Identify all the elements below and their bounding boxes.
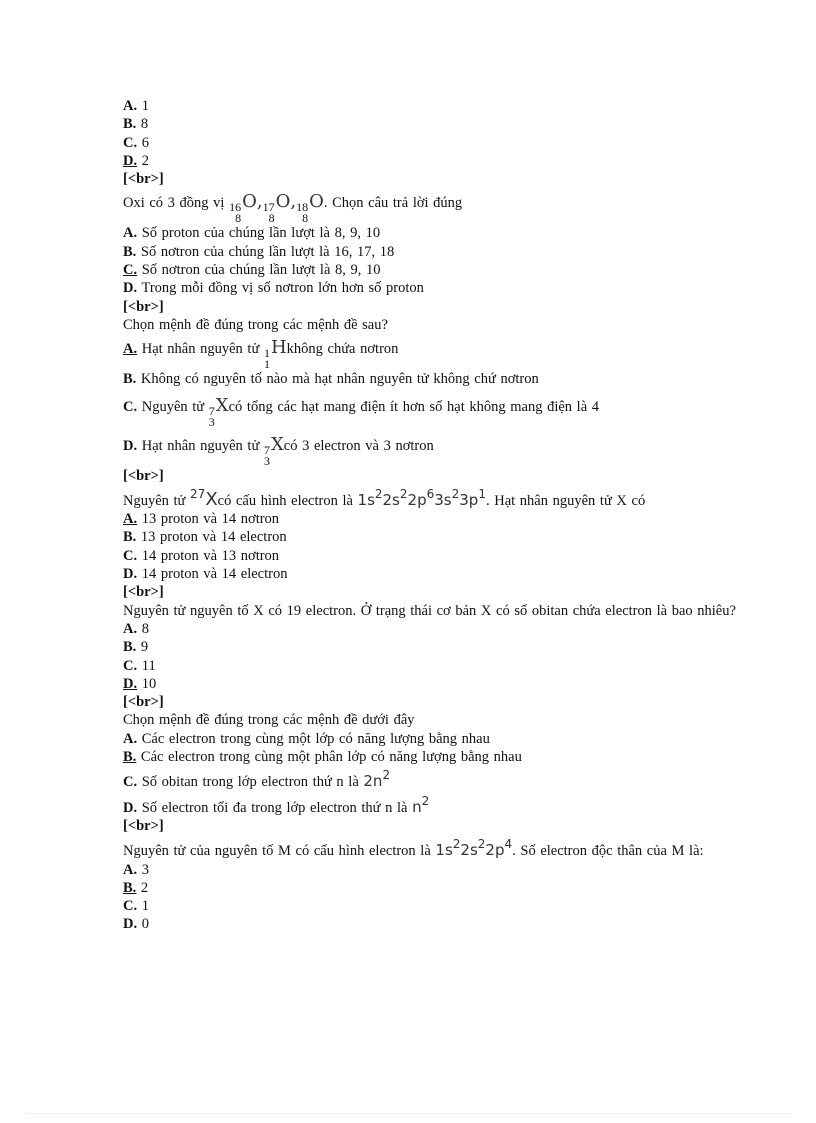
question-6	[123, 835, 763, 933]
formula-2n-squared	[363, 768, 391, 791]
element-symbol: X	[215, 394, 229, 416]
stem-text: Nguyên tử của nguyên tố M có cấu hình electron là	[123, 843, 436, 860]
isotope-x7	[208, 394, 229, 429]
question-stem	[123, 485, 763, 510]
question-0-options	[123, 97, 763, 170]
option-text: 1	[137, 898, 149, 915]
option-label: C.	[123, 398, 138, 415]
option-text: 14 proton và 13 nơtron	[137, 547, 280, 564]
option-text: 10	[137, 675, 157, 692]
option-text: Hạt nhân nguyên tử	[137, 341, 264, 358]
option-label: A.	[123, 225, 138, 242]
option-text: 3	[137, 861, 149, 878]
option-label: D.	[123, 437, 138, 454]
element-symbol: O	[242, 191, 257, 213]
option-label: C.	[123, 547, 138, 564]
option-text: 2	[136, 879, 149, 896]
option-c	[123, 134, 763, 152]
option-text: Trong mỗi đồng vị số nơtron lớn hơn số proton	[137, 280, 424, 297]
option-text: 6	[137, 134, 149, 151]
question-1	[123, 193, 763, 297]
correct-option-label: B.	[123, 749, 137, 766]
question-separator: [<br>]	[123, 584, 164, 601]
option-label: D.	[123, 916, 138, 933]
orbital-electron-count: 2	[452, 837, 461, 852]
orbital-label: 2s	[382, 490, 400, 509]
question-2	[123, 316, 763, 467]
question-stem: Nguyên tử nguyên tố X có 19 electron. Ở trạng thái cơ bản X có số obitan chứa electron là bao nhiêu?	[123, 602, 736, 619]
option-c	[123, 547, 763, 565]
element-symbol: X	[205, 488, 218, 510]
formula-exponent: 2	[382, 768, 391, 783]
electron-configuration	[435, 837, 513, 860]
mass-number: 7	[263, 442, 270, 457]
question-stem: Chọn mệnh đề đúng trong các mệnh đề dưới đây	[123, 712, 415, 729]
element-symbol: O	[309, 191, 324, 213]
orbital-label: 3p	[459, 490, 479, 509]
option-c-correct	[123, 261, 763, 279]
option-b	[123, 370, 763, 388]
atomic-number: 3	[263, 453, 270, 468]
mass-number: 16	[229, 200, 242, 215]
option-label: B.	[123, 529, 137, 546]
option-a	[123, 224, 763, 242]
question-separator: [<br>]	[123, 817, 164, 834]
option-d	[123, 915, 763, 933]
orbital-label: 2p	[485, 841, 505, 860]
stem-text: . Số electron độc thân của M là:	[512, 843, 704, 860]
isotope-x7	[263, 433, 284, 468]
question-4	[123, 602, 763, 693]
option-label: C.	[123, 898, 138, 915]
option-d	[123, 792, 763, 817]
question-separator: [<br>]	[123, 171, 164, 188]
option-label: B.	[123, 243, 137, 260]
option-b	[123, 638, 763, 656]
option-c	[123, 766, 763, 791]
orbital-electron-count: 2	[451, 486, 460, 501]
option-text: Các electron trong cùng một phân lớp có năng lượng bằng nhau	[136, 749, 522, 766]
atomic-number: 8	[268, 211, 275, 226]
isotope-o16	[229, 193, 257, 224]
orbital-label: 2p	[407, 490, 427, 509]
option-text: 13 proton và 14 nơtron	[137, 511, 280, 528]
mass-number: 17	[262, 200, 275, 215]
correct-option-label: B.	[123, 879, 137, 896]
orbital-electron-count: 6	[426, 486, 435, 501]
option-text: Số electron tối đa trong lớp electron thứ n là	[137, 799, 413, 816]
isotope-x27	[190, 486, 218, 510]
orbital-electron-count: 4	[504, 837, 513, 852]
option-c	[123, 657, 763, 675]
atomic-number: 8	[235, 211, 242, 226]
option-label: A.	[123, 861, 138, 878]
orbital-electron-count: 1	[478, 486, 486, 501]
orbital-label: 2s	[460, 841, 478, 860]
option-text: Hạt nhân nguyên tử	[137, 437, 264, 454]
question-3	[123, 485, 763, 583]
option-text: 11	[137, 657, 156, 674]
option-d-correct	[123, 152, 763, 170]
option-text: 0	[137, 916, 149, 933]
option-text: Số obitan trong lớp electron thứ n là	[137, 774, 364, 791]
option-text: Số nơtron của chúng lần lượt là 8, 9, 10	[137, 262, 381, 279]
option-a	[123, 730, 763, 748]
option-a-correct	[123, 510, 763, 528]
option-c	[123, 394, 763, 429]
question-stem: Chọn mệnh đề đúng trong các mệnh đề sau?	[123, 316, 388, 333]
option-label: D.	[123, 566, 138, 583]
option-label: A.	[123, 620, 138, 637]
correct-option-label: A.	[123, 341, 138, 358]
formula-base: 2n	[363, 772, 383, 791]
stem-text: . Chọn câu trả lời đúng	[323, 195, 463, 212]
option-label: C.	[123, 774, 138, 791]
page-bottom-divider	[25, 1113, 791, 1114]
question-separator: [<br>]	[123, 694, 164, 711]
stem-text: có cấu hình electron là	[217, 492, 358, 509]
mass-number: 7	[208, 403, 215, 418]
question-separator: [<br>]	[123, 467, 164, 484]
electron-configuration	[357, 486, 486, 509]
option-b-correct	[123, 748, 763, 766]
option-b-correct	[123, 879, 763, 897]
correct-option-label: C.	[123, 262, 138, 279]
orbital-electron-count: 2	[374, 486, 383, 501]
option-label: B.	[123, 116, 137, 133]
option-text: có 3 electron và 3 nơtron	[283, 437, 434, 454]
option-label: C.	[123, 134, 138, 151]
question-content	[123, 97, 763, 934]
question-separator: [<br>]	[123, 298, 164, 315]
isotope-comma: ,	[256, 191, 263, 213]
option-text: Số nơtron của chúng lần lượt là 16, 17, 18	[136, 243, 395, 260]
atomic-number: 8	[302, 211, 309, 226]
element-symbol: X	[270, 433, 284, 455]
correct-option-label: A.	[123, 511, 138, 528]
option-text: 9	[136, 639, 149, 656]
correct-option-label: D.	[123, 152, 138, 169]
option-a	[123, 97, 763, 115]
formula-exponent: 2	[421, 793, 430, 808]
option-text: Số proton của chúng lần lượt là 8, 9, 10	[137, 225, 381, 242]
option-c	[123, 897, 763, 915]
orbital-label: 1s	[435, 841, 453, 860]
question-stem	[123, 193, 763, 224]
atomic-number: 1	[263, 357, 270, 372]
option-d	[123, 565, 763, 583]
stem-text: Nguyên tử	[123, 492, 191, 509]
option-b	[123, 115, 763, 133]
mass-number: 27	[190, 486, 206, 501]
option-b	[123, 243, 763, 261]
option-text: 14 proton và 14 electron	[137, 566, 288, 583]
isotope-o18	[296, 193, 324, 224]
option-text: Nguyên tử	[137, 398, 209, 415]
option-a	[123, 861, 763, 879]
option-text: 8	[137, 620, 149, 637]
option-label: A.	[123, 730, 138, 747]
option-text: 1	[137, 98, 149, 114]
option-text: 2	[137, 152, 149, 169]
mass-number: 1	[263, 346, 270, 361]
orbital-label: 1s	[357, 490, 375, 509]
option-a	[123, 620, 763, 638]
isotope-o17	[263, 193, 291, 224]
option-label: B.	[123, 639, 137, 656]
option-label: B.	[123, 371, 137, 388]
formula-n-squared	[412, 793, 430, 816]
orbital-electron-count: 2	[399, 486, 408, 501]
element-symbol: O	[275, 191, 291, 213]
isotope-h1	[264, 339, 287, 370]
stem-text: Oxi có 3 đồng vị	[123, 195, 230, 212]
option-text: không chứa nơtron	[286, 341, 399, 358]
element-symbol: H	[270, 337, 287, 359]
option-text: 13 proton và 14 electron	[136, 529, 287, 546]
mass-number: 18	[296, 200, 309, 215]
option-text: 8	[136, 116, 149, 133]
option-text: Không có nguyên tố nào mà hạt nhân nguyên tử không chứ nơtron	[136, 371, 539, 388]
option-b	[123, 528, 763, 546]
option-text: Các electron trong cùng một lớp có năng lượng bằng nhau	[137, 730, 490, 747]
isotope-comma: ,	[290, 191, 297, 213]
atomic-number: 3	[208, 414, 215, 429]
correct-option-label: D.	[123, 675, 138, 692]
option-label: A.	[123, 98, 138, 114]
option-label: D.	[123, 799, 138, 816]
option-text: có tổng các hạt mang điện ít hơn số hạt không mang điện là 4	[228, 398, 599, 415]
option-label: C.	[123, 657, 138, 674]
option-d-correct	[123, 675, 763, 693]
orbital-label: 3s	[434, 490, 452, 509]
formula-base: n	[412, 797, 422, 816]
orbital-electron-count: 2	[477, 837, 486, 852]
question-5	[123, 711, 763, 816]
question-stem	[123, 835, 763, 860]
option-d	[123, 433, 763, 468]
option-a-correct	[123, 339, 763, 370]
stem-text: . Hạt nhân nguyên tử X có	[485, 492, 646, 509]
option-d	[123, 279, 763, 297]
option-label: D.	[123, 280, 138, 297]
